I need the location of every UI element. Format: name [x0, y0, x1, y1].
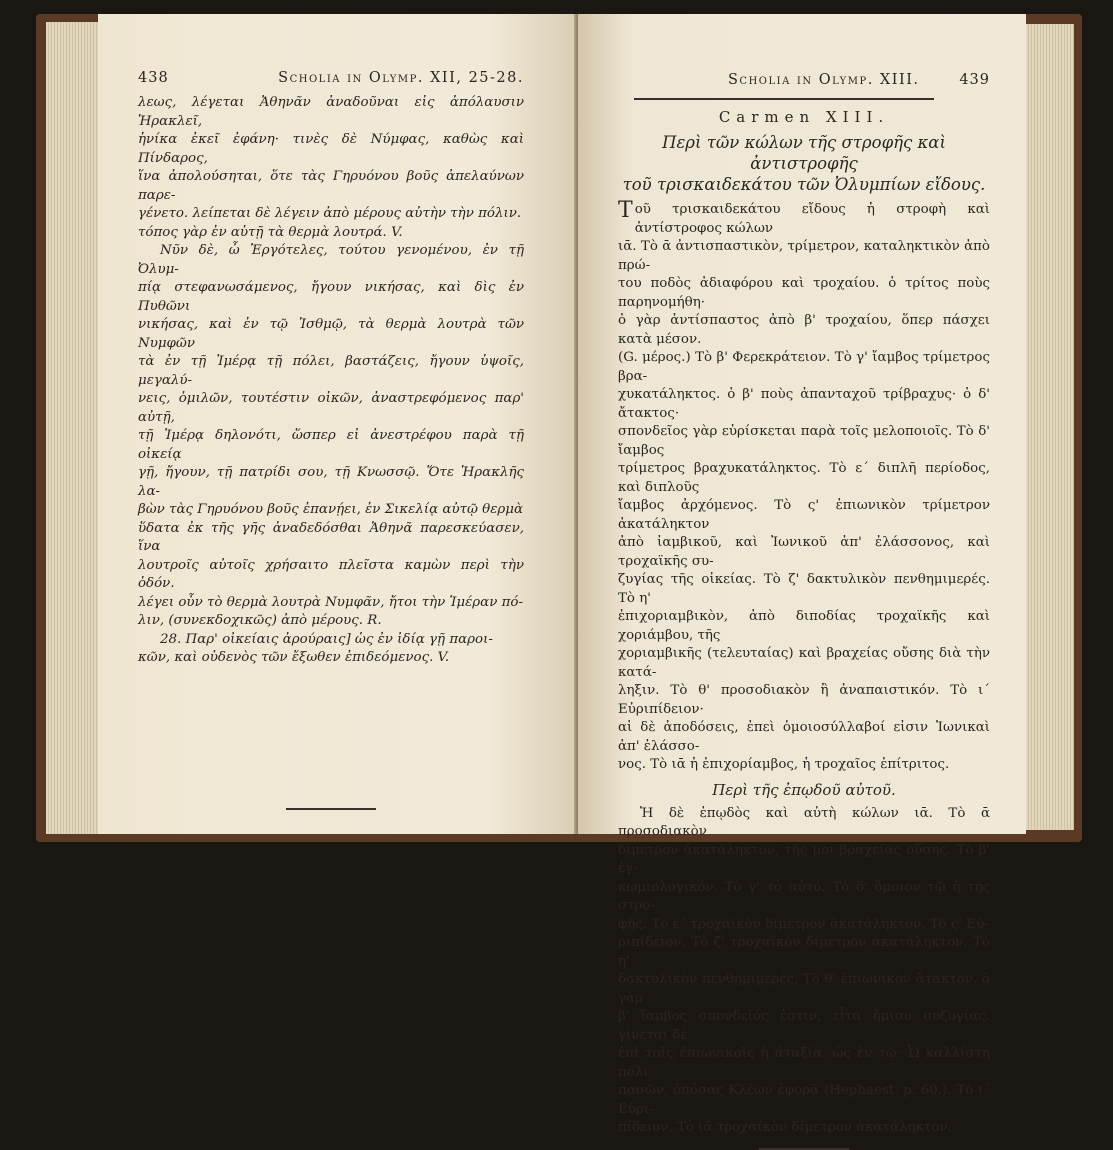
text-line: τρίμετρος βραχυκατάληκτος. Τὸ ε΄ διπλῆ περίοδος, καὶ διπλοῦς: [618, 461, 990, 495]
text-line: τόπος γὰρ ἐν αὐτῇ τὰ θερμὰ λουτρά. V.: [138, 224, 403, 240]
text-line: Ἡ δὲ ἐπῳδὸς καὶ αὐτὴ κώλων ιᾱ. Τὸ ᾱ προσοδιακὸν: [618, 805, 990, 839]
left-running-title: Scholia in Olymp. XII, 25-28.: [278, 70, 524, 86]
text-line: ληξιν. Τὸ θ' προσοδιακὸν ἢ ἀναπαιστικόν. Τὸ ι΄ Εὐριπίδειον·: [618, 683, 990, 717]
epode-heading: Περὶ τῆς ἐπῳδοῦ αὐτοῦ.: [712, 780, 896, 799]
text-line: ἐπὶ τοῖς ἐπιωνικοῖς ἡ ἀταξία, ὡς ἐν τῷ· Ὦ καλλίστη πόλι: [618, 1046, 990, 1080]
text-line: ὕδατα ἐκ τῆς γῆς ἀναδεδόσθαι Ἀθηνᾶ παρεσκεύασεν, ἵνα: [138, 520, 524, 554]
left-paragraph-1: [138, 94, 524, 242]
right-running-title: Scholia in Olymp. XIII.: [728, 72, 920, 88]
text-line: πίδειον. Τὸ ιᾱ τροχαϊκὸν δίμετρον ἀκατάληκτον.: [618, 1120, 952, 1135]
text-line: τὰ ἐν τῇ Ἱμέρᾳ τῇ πόλει, βαστάζεις, ἤγουν ὑψοῖς, μεγαλύ-: [138, 354, 524, 388]
page-edges-left: [46, 22, 104, 834]
header-rule: [634, 98, 934, 100]
text-line: ἀπὸ ἰαμβικοῦ, καὶ Ἰωνικοῦ ἀπ' ἐλάσσονος, καὶ τροχαϊκῆς συ-: [618, 535, 990, 569]
text-line: του ποδὸς ἀδιαφόρου καὶ τροχαίου. ὁ τρίτος ποὺς παρηνομήθη·: [618, 276, 990, 310]
right-page: [578, 14, 1026, 1135]
text-line: ιᾱ. Τὸ ᾱ ἀντισπαστικὸν, τρίμετρον, καταληκτικὸν ἀπὸ πρώ-: [618, 239, 990, 273]
right-paragraph-2: [618, 805, 990, 1138]
text-line: αἱ δὲ ἀποδόσεις, ἐπεὶ ὁμοιοσύλλαβοί εἰσιν Ἰωνικαὶ ἀπ' ἐλάσσο-: [618, 720, 990, 754]
text-line: ὁ γὰρ ἀντίσπαστος ἀπὸ β' τροχαίου, ὅπερ πάσχει κατὰ μέσον.: [618, 313, 990, 347]
text-line: β' ἴαμβος σπονδεῖός ἐστιν, εἶτα ἥμισυ συζυγίας. γίνεται δὲ: [618, 1009, 990, 1043]
text-line: βὼν τὰς Γηρυόνου βοῦς ἐπανῄει, ἐν Σικελίᾳ αὐτῷ θερμὰ: [138, 502, 524, 517]
text-line: ἐπιχοριαμβικὸν, ἀπὸ διποδίας τροχαϊκῆς καὶ χοριάμβου, τῆς: [618, 609, 990, 643]
text-line: χυκατάληκτος. ὁ β' ποὺς ἀπανταχοῦ τρίβραχυς· ὁ δ' ἄτακτος·: [618, 387, 990, 421]
heading-line: τοῦ τρισκαιδεκάτου τῶν Ὀλυμπίων εἴδους.: [622, 175, 986, 194]
text-line: γένετο. λείπεται δὲ λέγειν ἀπὸ μέρους αὐτὴν τὴν πόλιν.: [138, 206, 522, 221]
text-line: πίᾳ στεφανωσάμενος, ἤγουν νικήσας, καὶ δὶς ἐν Πυθῶνι: [138, 280, 524, 314]
end-rule: [286, 808, 376, 810]
carmen-title: Carmen XIII.: [718, 108, 890, 126]
section-heading: [618, 132, 990, 195]
text-line: δίμετρον ἀκατάληκτον, τῆς μοι βραχείας οὔσης. Τὸ β' ἐγ-: [618, 842, 990, 876]
text-line: νικήσας, καὶ ἐν τῷ Ἰσθμῷ, τὰ θερμὰ λουτρὰ τῶν Νυμφῶν: [138, 317, 524, 351]
text-line: λιν, (συνεκδοχικῶς) ἀπὸ μέρους. R.: [138, 613, 382, 628]
text-line: τῇ Ἱμέρᾳ δηλονότι, ὥσπερ εἰ ἀνεστρέφου παρὰ τῇ οἰκείᾳ: [138, 428, 524, 462]
text-line: γῇ, ἤγουν, τῇ πατρίδι σου, τῇ Κνωσσῷ. Ὅτε Ἡρακλῆς λα-: [138, 465, 524, 499]
text-line: ριπίδειον. Τὸ ζ' τροχαϊκὸν δίμετρον ἀκατάληκτον. Τὸ η': [618, 935, 990, 969]
left-paragraph-2: [138, 242, 524, 631]
text-line: σπονδεῖος γὰρ εὑρίσκεται παρὰ τοῖς μελοποιοῖς. Τὸ δ' ἴαμβος: [618, 424, 990, 458]
text-line: ἡνίκα ἐκεῖ ἐφάνη· τινὲς δὲ Νύμφας, καθὼς καὶ Πίνδαρος,: [138, 132, 524, 166]
heading-line: Περὶ τῶν κώλων τῆς στροφῆς καὶ ἀντιστροφῆς: [662, 133, 946, 173]
text-line: Νῦν δὲ, ὦ Ἐργότελες, τούτου γενομένου, ἐν τῇ Ὀλυμ-: [138, 243, 524, 277]
text-line: νεις, ὁμιλῶν, τουτέστιν οἰκῶν, ἀναστρεφόμενος παρ' αὐτῇ,: [138, 391, 524, 425]
text-line: πασῶν, ὁπόσας Κλέων ἐφορᾷ (Hephaest. p. 60.). Τὸ ι΄ Εὐρι-: [618, 1083, 990, 1117]
text-line: κωμιολογικόν. Τὸ γ' τὸ αὐτό. Τὸ δ' ὅμοιον τῷ ἡ τῆς στρο-: [618, 879, 990, 913]
text-line: νος. Τὸ ιᾱ ἡ ἐπιχορίαμβος, ἡ τροχαῖος ἐπίτριτος.: [618, 757, 950, 772]
text-line: δακτυλικὸν πενθημιμερές. Τὸ θ' ἐπιωνικὸν ἄτακτον. ὁ γὰρ: [618, 972, 990, 1006]
text-line: κῶν, καὶ οὐδενὸς τῶν ἔξωθεν ἐπιδεόμενος. V.: [138, 650, 450, 665]
text-line: οῦ τρισκαιδεκάτου εἴδους ἡ στροφὴ καὶ ἀντίστροφος κώλων: [634, 202, 990, 236]
text-line: (G. μέρος.) Τὸ β' Φερεκράτειον. Τὸ γ' ἴαμβος τρίμετρος βρα-: [618, 350, 990, 384]
text-line: φῆς. Τὸ ε΄ τροχαϊκὸν δίμετρον ἀκατάληκτον. Τὸ ς' Εὐ-: [618, 916, 989, 932]
left-page-number: 438: [138, 70, 169, 86]
text-line: ἵνα ἀπολούσηται, ὅτε τὰς Γηρυόνου βοῦς ἀπελαύνων παρε-: [138, 169, 524, 203]
left-page: [98, 14, 582, 834]
text-line: λουτροῖς αὐτοῖς χρήσαιτο πλεῖστα καμὼν περὶ τὴν ὁδόν.: [138, 557, 524, 591]
right-running-head: [618, 72, 990, 88]
text-line: 28. Παρ' οἰκείαις ἀρούραις] ὡς ἐν ἰδίᾳ γῇ παροι-: [160, 631, 493, 647]
text-line: χοριαμβικῆς (τελευταίας) καὶ βραχείας οὔσης διὰ τὴν κατά-: [618, 646, 990, 680]
page-edges-right: [1022, 24, 1074, 830]
text-line: ἴαμβος ἀρχόμενος. Τὸ ς' ἐπιωνικὸν τρίμετρον ἀκατάληκτον: [618, 498, 990, 532]
right-paragraph-1: [618, 198, 990, 775]
end-rule-right: [759, 1148, 849, 1150]
right-page-number: 439: [959, 72, 990, 88]
text-line: ζυγίας τῆς οἰκείας. Τὸ ζ' δακτυλικὸν πενθημιμερές. Τὸ η': [618, 572, 990, 606]
left-running-head: [138, 70, 524, 86]
left-paragraph-3: [138, 631, 524, 668]
text-line: λεως, λέγεται Ἀθηνᾶν ἀναδοῦναι εἰς ἀπόλαυσιν Ἡρακλεῖ,: [138, 95, 524, 129]
text-line: λέγει οὖν τὸ θερμὰ λουτρὰ Νυμφᾶν, ἤτοι τὴν Ἱμέραν πό-: [138, 594, 523, 610]
drop-cap: Τ: [618, 198, 633, 223]
